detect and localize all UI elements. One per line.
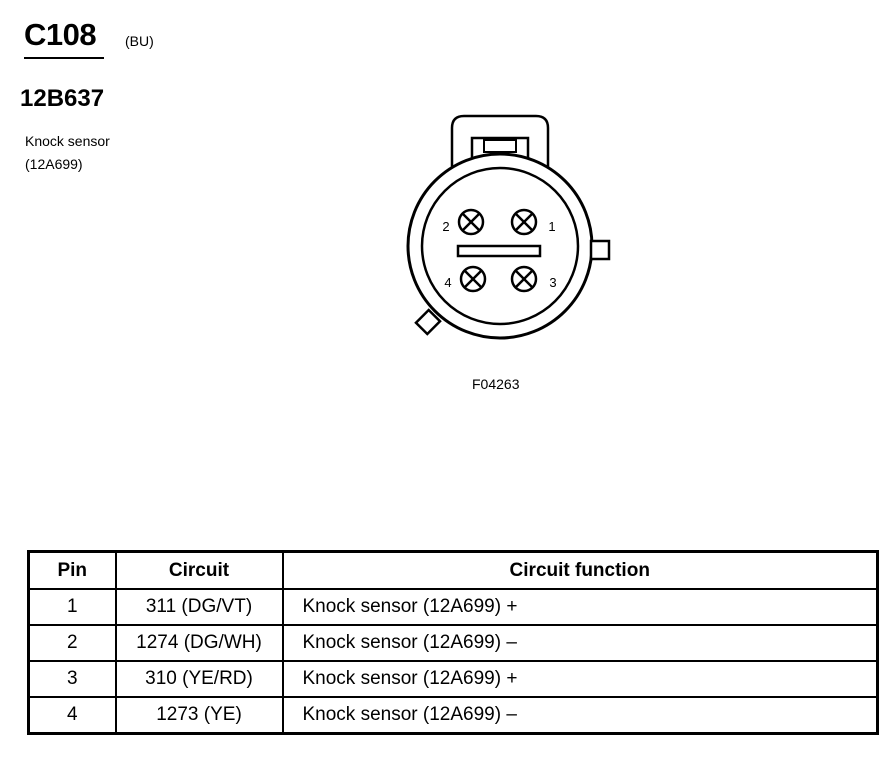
cell-pin: 1 [29, 589, 116, 625]
pin-label-2: 2 [442, 219, 450, 234]
table-row [29, 697, 878, 734]
component-name: Knock sensor [25, 133, 110, 149]
connector-face-diagram [400, 110, 620, 350]
component-number: (12A699) [25, 156, 83, 172]
cell-function: Knock sensor (12A699) + [283, 589, 878, 625]
cell-circuit: 1273 (YE) [116, 697, 283, 734]
pin-label-4: 4 [444, 275, 452, 290]
header-pin: Pin [29, 552, 116, 590]
pin-label-3: 3 [549, 275, 557, 290]
part-number: 12B637 [20, 85, 105, 112]
cell-function: Knock sensor (12A699) – [283, 697, 878, 734]
table-header-row [29, 552, 878, 590]
cell-pin: 2 [29, 625, 116, 661]
table-row [29, 661, 878, 697]
cell-circuit: 311 (DG/VT) [116, 589, 283, 625]
cell-circuit: 1274 (DG/WH) [116, 625, 283, 661]
cell-function: Knock sensor (12A699) – [283, 625, 878, 661]
header-function: Circuit function [283, 552, 878, 590]
figure-id: F04263 [472, 376, 520, 392]
connector-id: C108 [24, 17, 97, 52]
connector-color: (BU) [125, 33, 154, 49]
connector-id-underline [24, 57, 104, 59]
pinout-table [27, 550, 879, 735]
header-circuit: Circuit [116, 552, 283, 590]
right-key [591, 241, 609, 259]
cell-pin: 4 [29, 697, 116, 734]
latch-window [484, 140, 516, 152]
table-row [29, 589, 878, 625]
cell-pin: 3 [29, 661, 116, 697]
table-row [29, 625, 878, 661]
pin-label-1: 1 [548, 219, 556, 234]
cell-circuit: 310 (YE/RD) [116, 661, 283, 697]
cell-function: Knock sensor (12A699) + [283, 661, 878, 697]
